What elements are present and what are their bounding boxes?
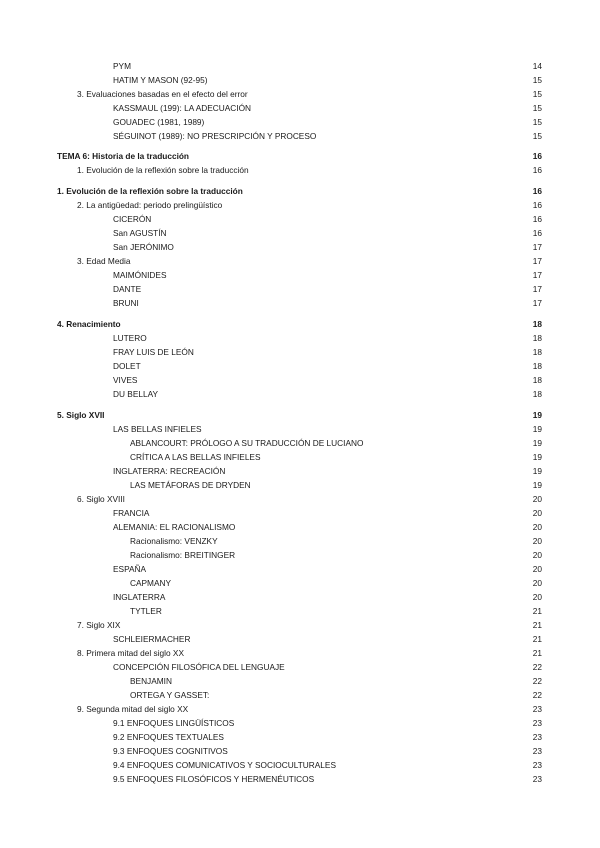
- toc-entry-title: LAS BELLAS INFIELES: [113, 424, 202, 434]
- toc-entry-page: 23: [532, 760, 542, 770]
- toc-entry[interactable]: [0, 150, 600, 162]
- toc-entry-title: 5. Siglo XVII: [57, 410, 105, 420]
- toc-entry-page: 18: [532, 389, 542, 399]
- toc-entry-title: CRÍTICA A LAS BELLAS INFIELES: [130, 452, 261, 462]
- toc-entry-title: DANTE: [113, 284, 142, 294]
- toc-entry-page: 15: [532, 89, 542, 99]
- toc-entry-page: 20: [532, 578, 542, 588]
- toc-entry-page: 19: [532, 480, 542, 490]
- toc-entry-page: 17: [532, 298, 542, 308]
- toc-entry-page: 21: [532, 620, 542, 630]
- toc-entry[interactable]: [0, 479, 600, 491]
- toc-entry-page: 16: [532, 151, 542, 161]
- toc-entry-page: 15: [532, 117, 542, 127]
- toc-entry[interactable]: [0, 703, 600, 715]
- toc-entry-title: Racionalismo: BREITINGER: [130, 550, 236, 560]
- toc-entry-page: 17: [532, 270, 542, 280]
- toc-entry[interactable]: [0, 773, 600, 785]
- toc-entry-title: 2. La antigüedad: periodo prelingüístico: [77, 200, 223, 210]
- toc-entry[interactable]: [0, 619, 600, 631]
- toc-entry[interactable]: [0, 116, 600, 128]
- toc-entry[interactable]: [0, 577, 600, 589]
- toc-entry-title: VIVES: [113, 375, 138, 385]
- toc-entry-title: 7. Siglo XIX: [77, 620, 121, 630]
- toc-entry-title: San JERÓNIMO: [113, 242, 174, 252]
- toc-entry-page: 21: [532, 606, 542, 616]
- toc-entry-title: 3. Evaluaciones basadas en el efecto del error: [77, 89, 248, 99]
- toc-entry-page: 23: [532, 732, 542, 742]
- toc-entry-title: 9.5 ENFOQUES FILOSÓFICOS Y HERMENÉUTICOS: [113, 774, 315, 784]
- toc-entry-title: CAPMANY: [130, 578, 172, 588]
- toc-entry-title: ESPAÑA: [113, 564, 147, 574]
- toc-entry[interactable]: [0, 605, 600, 617]
- toc-entry[interactable]: [0, 689, 600, 701]
- toc-entry[interactable]: [0, 731, 600, 743]
- toc-entry[interactable]: [0, 507, 600, 519]
- toc-entry-title: INGLATERRA: [113, 592, 166, 602]
- toc-entry-page: 17: [532, 256, 542, 266]
- toc-entry[interactable]: [0, 437, 600, 449]
- toc-entry-title: 9. Segunda mitad del siglo XX: [77, 704, 189, 714]
- toc-entry[interactable]: [0, 255, 600, 267]
- toc-entry[interactable]: [0, 759, 600, 771]
- toc-entry-page: 19: [532, 424, 542, 434]
- toc-entry-title: ALEMANIA: EL RACIONALISMO: [113, 522, 236, 532]
- toc-entry[interactable]: [0, 74, 600, 86]
- toc-entry-title: 9.1 ENFOQUES LINGÜÍSTICOS: [113, 718, 235, 728]
- toc-entry-title: 3. Edad Media: [77, 256, 131, 266]
- toc-entry[interactable]: [0, 269, 600, 281]
- toc-entry-page: 20: [532, 592, 542, 602]
- toc-entry-page: 14: [532, 61, 542, 71]
- toc-entry-title: INGLATERRA: RECREACIÓN: [113, 466, 226, 476]
- toc-entry-page: 20: [532, 550, 542, 560]
- toc-entry-title: ORTEGA Y GASSET:: [130, 690, 210, 700]
- toc-entry[interactable]: [0, 647, 600, 659]
- toc-entry-title: CONCEPCIÓN FILOSÓFICA DEL LENGUAJE: [113, 662, 285, 672]
- toc-entry-title: SÉGUINOT (1989): NO PRESCRIPCIÓN Y PROCESO: [113, 131, 317, 141]
- toc-entry-page: 23: [532, 718, 542, 728]
- toc-entry[interactable]: [0, 332, 600, 344]
- toc-entry-page: 20: [532, 522, 542, 532]
- toc-entry-title: 4. Renacimiento: [57, 319, 121, 329]
- toc-entry-title: SCHLEIERMACHER: [113, 634, 191, 644]
- toc-entry-title: DOLET: [113, 361, 141, 371]
- toc-entry[interactable]: [0, 423, 600, 435]
- toc-entry[interactable]: [0, 199, 600, 211]
- toc-entry-title: TEMA 6: Historia de la traducción: [57, 151, 190, 161]
- toc-entry-title: FRAY LUIS DE LEÓN: [113, 347, 194, 357]
- toc-entry-title: FRANCIA: [113, 508, 150, 518]
- toc-entry-title: HATIM Y MASON (92-95): [113, 75, 208, 85]
- toc-entry-page: 18: [532, 375, 542, 385]
- toc-entry-page: 23: [532, 746, 542, 756]
- toc-entry-title: BENJAMIN: [130, 676, 172, 686]
- toc-entry[interactable]: [0, 451, 600, 463]
- toc-entry-page: 19: [532, 410, 542, 420]
- toc-entry[interactable]: [0, 241, 600, 253]
- toc-entry-title: DU BELLAY: [113, 389, 159, 399]
- toc-entry-title: ABLANCOURT: PRÓLOGO A SU TRADUCCIÓN DE LUCIANO: [130, 438, 364, 448]
- toc-entry-page: 20: [532, 536, 542, 546]
- toc-entry-page: 18: [532, 361, 542, 371]
- toc-entry[interactable]: [0, 745, 600, 757]
- toc-entry-title: 9.2 ENFOQUES TEXTUALES: [113, 732, 224, 742]
- toc-entry-title: San AGUSTÍN: [113, 228, 167, 238]
- toc-entry-title: GOUADEC (1981, 1989): [113, 117, 205, 127]
- toc-entry-page: 20: [532, 508, 542, 518]
- toc-entry[interactable]: [0, 591, 600, 603]
- toc-entry-title: BRUNI: [113, 298, 139, 308]
- toc-entry[interactable]: [0, 717, 600, 729]
- toc-entry[interactable]: [0, 360, 600, 372]
- toc-entry[interactable]: [0, 185, 600, 197]
- toc-entry-page: 20: [532, 564, 542, 574]
- toc-entry[interactable]: [0, 88, 600, 100]
- toc-entry-page: 17: [532, 284, 542, 294]
- toc-entry-title: TYTLER: [130, 606, 162, 616]
- toc-entry-title: 9.3 ENFOQUES COGNITIVOS: [113, 746, 228, 756]
- toc-entry[interactable]: [0, 465, 600, 477]
- toc-entry[interactable]: [0, 318, 600, 330]
- toc-entry-page: 21: [532, 634, 542, 644]
- toc-entry[interactable]: [0, 633, 600, 645]
- toc-entry-page: 18: [532, 347, 542, 357]
- toc-entry-page: 15: [532, 103, 542, 113]
- toc-entry-title: 6. Siglo XVIII: [77, 494, 125, 504]
- toc-entry-page: 19: [532, 466, 542, 476]
- toc-entry-title: 1. Evolución de la reflexión sobre la traducción: [77, 165, 249, 175]
- toc-entry[interactable]: [0, 661, 600, 673]
- toc-entry[interactable]: [0, 213, 600, 225]
- toc-entry-page: 18: [532, 319, 542, 329]
- toc-entry-page: 20: [532, 494, 542, 504]
- toc-entry-title: LUTERO: [113, 333, 147, 343]
- toc-entry-page: 15: [532, 131, 542, 141]
- toc-entry-title: CICERÓN: [113, 214, 152, 224]
- toc-entry-title: PYM: [113, 61, 131, 71]
- toc-entry-page: 16: [532, 214, 542, 224]
- toc-entry-page: 22: [532, 662, 542, 672]
- toc-entry-title: LAS METÁFORAS DE DRYDEN: [130, 480, 251, 490]
- toc-entry[interactable]: [0, 563, 600, 575]
- toc-entry-page: 22: [532, 690, 542, 700]
- toc-entry-page: 23: [532, 774, 542, 784]
- toc-entry-page: 15: [532, 75, 542, 85]
- toc-entry-title: 9.4 ENFOQUES COMUNICATIVOS Y SOCIOCULTURALES: [113, 760, 336, 770]
- toc-entry[interactable]: [0, 549, 600, 561]
- toc-entry-title: 8. Primera mitad del siglo XX: [77, 648, 184, 658]
- toc-entry-page: 16: [532, 186, 542, 196]
- toc-entry-page: 19: [532, 452, 542, 462]
- toc-entry-title: MAIMÓNIDES: [113, 270, 167, 280]
- toc-entry[interactable]: [0, 535, 600, 547]
- toc-entry-page: 16: [532, 228, 542, 238]
- toc-entry[interactable]: [0, 388, 600, 400]
- toc-entry[interactable]: [0, 346, 600, 358]
- toc-entry[interactable]: [0, 297, 600, 309]
- toc-entry[interactable]: [0, 60, 600, 72]
- toc-entry[interactable]: [0, 130, 600, 142]
- toc-entry[interactable]: [0, 675, 600, 687]
- toc-entry-title: KASSMAUL (199): LA ADECUACIÓN: [113, 103, 252, 113]
- toc-entry[interactable]: [0, 102, 600, 114]
- toc-entry[interactable]: [0, 164, 600, 176]
- toc-entry-page: 16: [532, 165, 542, 175]
- toc-entry-title: 1. Evolución de la reflexión sobre la traducción: [57, 186, 243, 196]
- toc-entry[interactable]: [0, 493, 600, 505]
- toc-entry-page: 19: [532, 438, 542, 448]
- toc-entry-page: 21: [532, 648, 542, 658]
- toc-entry-page: 23: [532, 704, 542, 714]
- toc-entry-title: Racionalismo: VENZKY: [130, 536, 218, 546]
- toc-entry[interactable]: [0, 283, 600, 295]
- toc-entry[interactable]: [0, 227, 600, 239]
- toc-entry[interactable]: [0, 409, 600, 421]
- toc-entry[interactable]: [0, 521, 600, 533]
- toc-entry[interactable]: [0, 374, 600, 386]
- toc-entry-page: 22: [532, 676, 542, 686]
- toc-entry-page: 16: [532, 200, 542, 210]
- toc-entry-page: 18: [532, 333, 542, 343]
- toc-entry-page: 17: [532, 242, 542, 252]
